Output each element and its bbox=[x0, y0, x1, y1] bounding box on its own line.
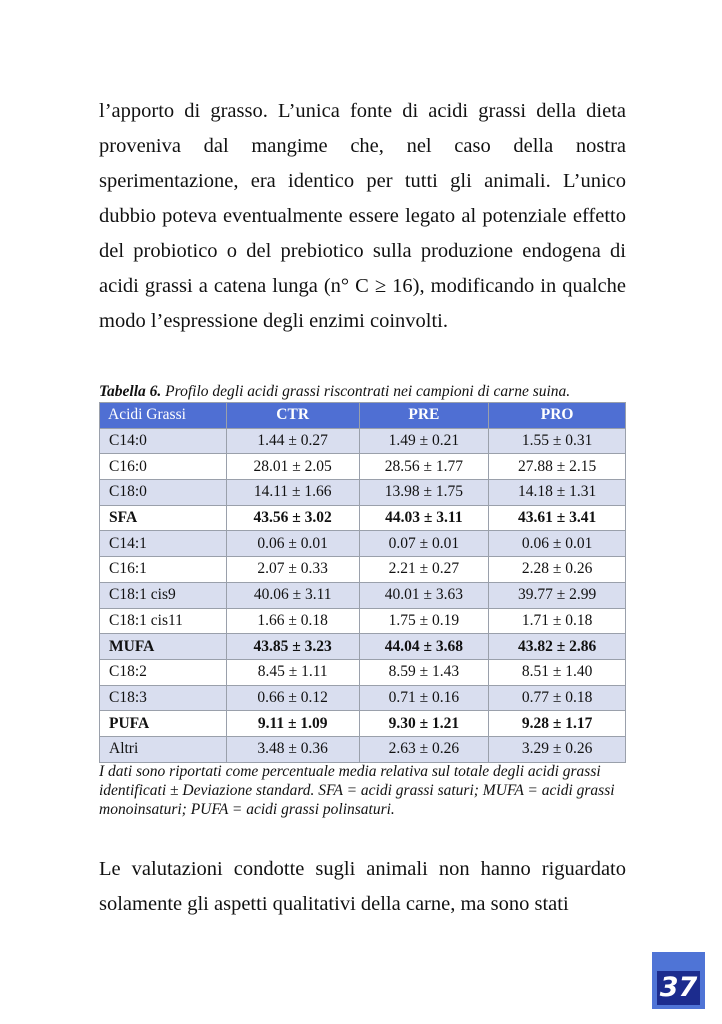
value-cell: 9.11 ± 1.09 bbox=[226, 711, 359, 737]
row-label-cell: C16:1 bbox=[100, 557, 227, 583]
value-cell: 44.04 ± 3.68 bbox=[359, 634, 489, 660]
table-row bbox=[100, 582, 626, 608]
header-pro: PRO bbox=[489, 403, 626, 429]
value-cell: 9.28 ± 1.17 bbox=[489, 711, 626, 737]
table-row bbox=[100, 428, 626, 454]
table-row bbox=[100, 454, 626, 480]
row-label-cell: PUFA bbox=[100, 711, 227, 737]
value-cell: 44.03 ± 3.11 bbox=[359, 505, 489, 531]
row-label-cell: C14:0 bbox=[100, 428, 227, 454]
value-cell: 0.66 ± 0.12 bbox=[226, 685, 359, 711]
table-caption-label: Tabella 6. bbox=[99, 383, 162, 400]
row-label-cell: C18:3 bbox=[100, 685, 227, 711]
row-label-cell: C18:1 cis9 bbox=[100, 582, 227, 608]
page-number: 37 bbox=[657, 971, 700, 1005]
value-cell: 14.18 ± 1.31 bbox=[489, 480, 626, 506]
value-cell: 43.61 ± 3.41 bbox=[489, 505, 626, 531]
row-label-cell: Altri bbox=[100, 736, 227, 762]
value-cell: 40.06 ± 3.11 bbox=[226, 582, 359, 608]
table-row bbox=[100, 711, 626, 737]
value-cell: 2.21 ± 0.27 bbox=[359, 557, 489, 583]
table-row bbox=[100, 608, 626, 634]
row-label-cell: C14:1 bbox=[100, 531, 227, 557]
value-cell: 8.51 ± 1.40 bbox=[489, 659, 626, 685]
value-cell: 14.11 ± 1.66 bbox=[226, 480, 359, 506]
table-body bbox=[100, 428, 626, 762]
value-cell: 1.71 ± 0.18 bbox=[489, 608, 626, 634]
value-cell: 1.49 ± 0.21 bbox=[359, 428, 489, 454]
table-row bbox=[100, 505, 626, 531]
header-pre: PRE bbox=[359, 403, 489, 429]
table-row bbox=[100, 557, 626, 583]
value-cell: 43.56 ± 3.02 bbox=[226, 505, 359, 531]
value-cell: 27.88 ± 2.15 bbox=[489, 454, 626, 480]
value-cell: 1.44 ± 0.27 bbox=[226, 428, 359, 454]
value-cell: 43.82 ± 2.86 bbox=[489, 634, 626, 660]
value-cell: 3.48 ± 0.36 bbox=[226, 736, 359, 762]
value-cell: 39.77 ± 2.99 bbox=[489, 582, 626, 608]
value-cell: 0.06 ± 0.01 bbox=[489, 531, 626, 557]
body-paragraph-top: l’apporto di grasso. L’unica fonte di acidi grassi della dieta proveniva dal mangime che, nel caso della nostra sperimentazione, era identico per tutti gli animali. L’unico dubbio poteva eventualmente essere legato al potenziale effetto del probiotico o del prebiotico sulla produzione endogena di acidi grassi a catena lunga (n° C ≥ 16), modificando in qualche modo l’espressione degli enzimi coinvolti. bbox=[99, 100, 626, 332]
value-cell: 28.56 ± 1.77 bbox=[359, 454, 489, 480]
value-cell: 1.55 ± 0.31 bbox=[489, 428, 626, 454]
value-cell: 0.77 ± 0.18 bbox=[489, 685, 626, 711]
row-label-cell: C18:2 bbox=[100, 659, 227, 685]
value-cell: 1.75 ± 0.19 bbox=[359, 608, 489, 634]
table-caption bbox=[99, 383, 629, 401]
value-cell: 0.71 ± 0.16 bbox=[359, 685, 489, 711]
table-row bbox=[100, 659, 626, 685]
value-cell: 8.59 ± 1.43 bbox=[359, 659, 489, 685]
value-cell: 2.28 ± 0.26 bbox=[489, 557, 626, 583]
table-row bbox=[100, 736, 626, 762]
value-cell: 2.07 ± 0.33 bbox=[226, 557, 359, 583]
value-cell: 13.98 ± 1.75 bbox=[359, 480, 489, 506]
table-row bbox=[100, 480, 626, 506]
value-cell: 8.45 ± 1.11 bbox=[226, 659, 359, 685]
row-label-cell: SFA bbox=[100, 505, 227, 531]
table-note: I dati sono riportati come percentuale media relativa sul totale degli acidi grassi identificati ± Deviazione standard. SFA = acidi grassi saturi; MUFA = acidi grassi monoinsaturi; PUFA = acidi grassi polinsaturi. bbox=[99, 763, 615, 818]
row-label-cell: C18:1 cis11 bbox=[100, 608, 227, 634]
header-ctr: CTR bbox=[226, 403, 359, 429]
value-cell: 2.63 ± 0.26 bbox=[359, 736, 489, 762]
value-cell: 3.29 ± 0.26 bbox=[489, 736, 626, 762]
value-cell: 40.01 ± 3.63 bbox=[359, 582, 489, 608]
table-row bbox=[100, 685, 626, 711]
value-cell: 0.06 ± 0.01 bbox=[226, 531, 359, 557]
value-cell: 9.30 ± 1.21 bbox=[359, 711, 489, 737]
table-row bbox=[100, 634, 626, 660]
table-row bbox=[100, 531, 626, 557]
table-caption-text: Profilo degli acidi grassi riscontrati nei campioni di carne suina. bbox=[161, 383, 571, 400]
row-label-cell: C18:0 bbox=[100, 480, 227, 506]
header-acidi-grassi: Acidi Grassi bbox=[100, 403, 227, 429]
row-label-cell: C16:0 bbox=[100, 454, 227, 480]
row-label-cell: MUFA bbox=[100, 634, 227, 660]
body-paragraph-bottom: Le valutazioni condotte sugli animali non hanno riguardato solamente gli aspetti qualitativi della carne, ma sono stati bbox=[99, 858, 626, 915]
page-number-badge bbox=[652, 952, 705, 1009]
table-header-row bbox=[100, 403, 626, 429]
value-cell: 1.66 ± 0.18 bbox=[226, 608, 359, 634]
value-cell: 43.85 ± 3.23 bbox=[226, 634, 359, 660]
value-cell: 0.07 ± 0.01 bbox=[359, 531, 489, 557]
fatty-acids-table bbox=[99, 402, 626, 763]
value-cell: 28.01 ± 2.05 bbox=[226, 454, 359, 480]
